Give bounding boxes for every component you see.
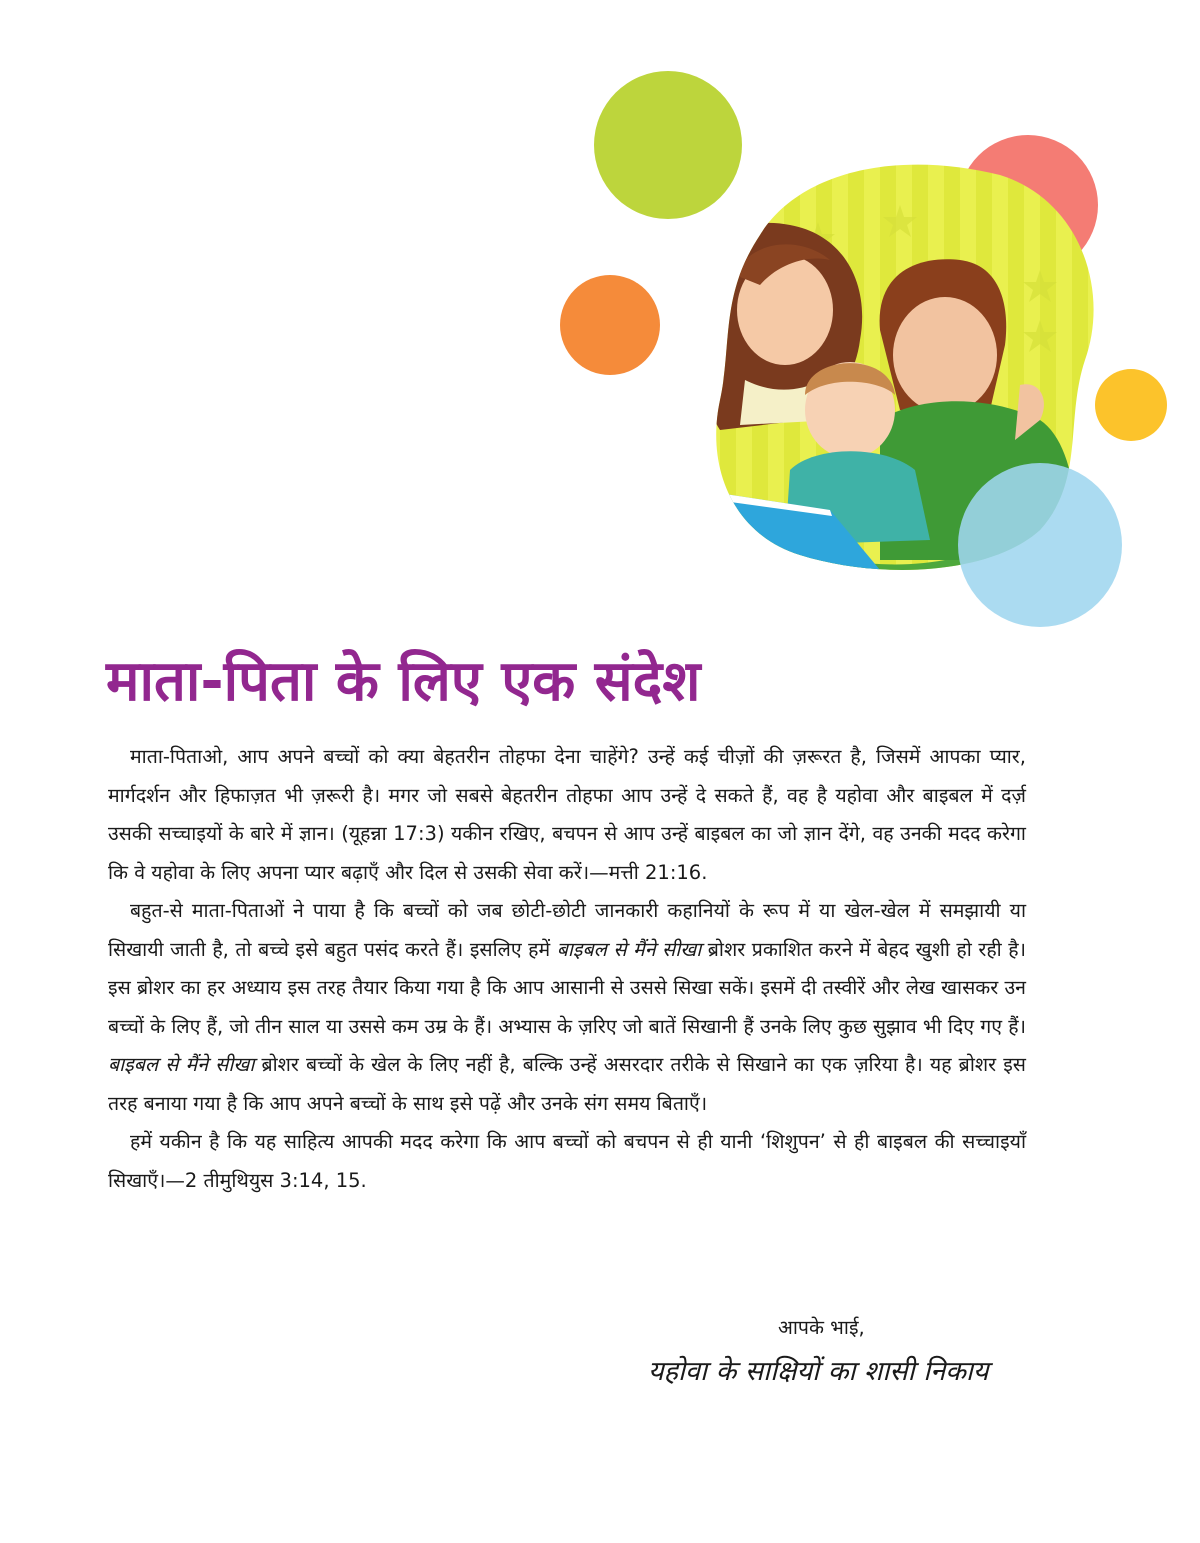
brochure-title-italic: बाइबल से मैंने सीखा: [108, 1053, 255, 1076]
paragraph-text: ब्रोशर बच्चों के खेल के लिए नहीं है, बल्कि उन्हें असरदार तरीके से सिखाने का एक ज़रिया है। यह ब्रोशर इस तरह बनाया गया है कि आप अपने बच्चों के साथ इसे पढ़ें और उनके संग समय बिताएँ।: [108, 1053, 1026, 1115]
orange-circle: [560, 275, 660, 375]
brochure-title-italic: बाइबल से मैंने सीखा: [556, 937, 702, 961]
closing-line: आपके भाई,: [778, 1316, 865, 1339]
paragraph: [108, 1123, 1026, 1200]
yellow-circle: [1095, 369, 1167, 441]
blue-circle: [958, 463, 1122, 627]
family-reading-illustration: [0, 0, 1200, 640]
signature: यहोवा के साक्षियों का शासी निकाय: [648, 1356, 989, 1387]
paragraph-text: ब्रोशर प्रकाशित करने में बेहद खुशी हो रही है। इस ब्रोशर का हर अध्याय इस तरह तैयार किया गया है कि आप आसानी से उससे सिखा सकें। इसमें दी तस्वीरें और लेख खासकर उन बच्चों के लिए हैं, जो तीन साल या उससे कम उम्र के हैं। अभ्यास के ज़रिए जो बातें सिखानी हैं उनके लिए कुछ सुझाव भी दिए गए हैं।: [108, 937, 1026, 1038]
page-title: माता-पिता के लिए एक संदेश: [106, 649, 701, 714]
message-body: [108, 738, 1026, 1200]
paragraph: [108, 738, 1026, 892]
paragraph-text: बहुत-से माता-पिताओं ने पाया है कि बच्चों को जब छोटी-छोटी जानकारी कहानियों के रूप में या खेल-खेल में समझायी या सिखायी जाती है, तो बच्चे इसे बहुत पसंद करते हैं। इसलिए हमें: [108, 899, 1026, 961]
paragraph: [108, 892, 1026, 1123]
green-circle: [594, 71, 742, 219]
paragraph-text: माता-पिताओ, आप अपने बच्चों को क्या बेहतरीन तोहफा देना चाहेंगे? उन्हें कई चीज़ों की ज़रूरत है, जिसमें आपका प्यार, मार्गदर्शन और हिफाज़त भी ज़रूरी है। मगर जो सबसे बेहतरीन तोहफा आप उन्हें दे सकते हैं, वह है यहोवा और बाइबल में दर्ज़ उसकी सच्चाइयों के बारे में ज्ञान। (यूहन्ना 17:3) यकीन रखिए, बचपन से आप उन्हें बाइबल का जो ज्ञान देंगे, वह उनकी मदद करेगा कि वे यहोवा के लिए अपना प्यार बढ़ाएँ और दिल से उसकी सेवा करें।—मत्ती 21:16.: [108, 745, 1026, 884]
paragraph-text: हमें यकीन है कि यह साहित्य आपकी मदद करेगा कि आप बच्चों को बचपन से ही यानी ‘शिशुपन’ से ही बाइबल की सच्चाइयाँ सिखाएँ।—2 तीमुथियुस 3:14, 15.: [108, 1130, 1026, 1192]
